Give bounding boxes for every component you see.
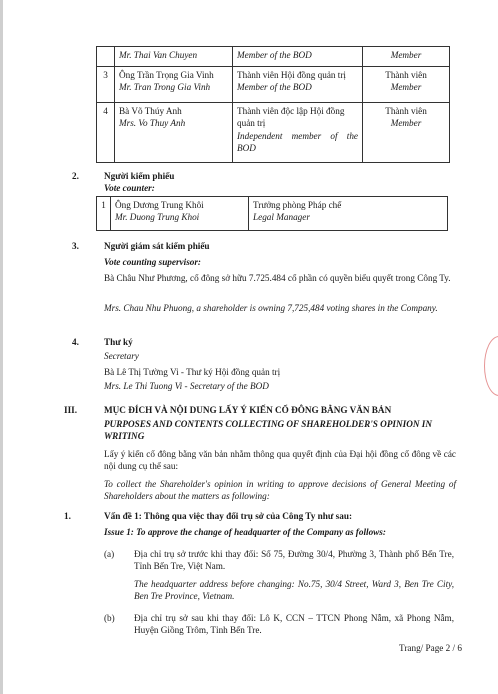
row-number: 3 [97,67,115,103]
section-heading: Thư ký [104,337,133,347]
row-number: 4 [97,103,115,163]
counter-role: Trưởng phòng Pháp chế Legal Manager [249,197,448,231]
section-heading-en: Secretary [104,351,139,361]
red-seal-stamp [484,336,498,396]
section-text-en: Mrs. Chau Nhu Phuong, a shareholder is owning 7,725,484 voting shares in the Company. [104,303,438,313]
member-title: Thành viên Member [363,67,450,103]
row-number [97,47,115,67]
table-row [97,47,450,67]
member-name: Mr. Thai Van Chuyen [115,47,233,67]
table-row [97,197,448,231]
section-heading-en: Vote counting supervisor: [104,257,201,267]
item-text: Địa chỉ trụ sở trước khi thay đổi: Số 75, Đường 30/4, Phường 3, Thành phố Bến Tre, Tỉnh Bến Tre, Việt Nam. [134,549,454,572]
section-heading: Người giám sát kiểm phiếu [104,241,210,251]
section-text-en: To collect the Shareholder's opinion in writing to approve decisions of General Meeting of Shareholders about the matters as following: [104,479,456,502]
issue-heading: Vấn đề 1: Thông qua việc thay đổi trụ sở của Công Ty như sau: [104,511,352,521]
table-row [97,103,450,163]
item-text: Địa chỉ trụ sở sau khi thay đổi: Lô K, CCN – TTCN Phong Nẫm, xã Phong Nẫm, Huyện Giồng Trôm, Tỉnh Bến Tre. [134,613,454,636]
section-number: 1. [64,511,71,521]
member-title: Thành viên Member [363,103,450,163]
section-number: III. [64,405,78,415]
member-role: Thành viên Hội đồng quản trị Member of the BOD [233,67,363,103]
member-name: Ông Trần Trọng Gia Vinh Mr. Tran Trong Gia Vinh [115,67,233,103]
table-row [97,67,450,103]
section-number: 4. [72,337,79,347]
member-role: Thành viên độc lập Hội đồng quản trị Independent member of the BOD [233,103,363,163]
section-heading: Người kiểm phiếu [104,171,175,181]
issue-heading-en: Issue 1: To approve the change of headquarter of the Company as follows: [104,527,386,537]
section-number: 2. [72,171,79,181]
section-number: 3. [72,241,79,251]
counter-name: Ông Dương Trung Khôi Mr. Duong Trung Khoi [111,197,249,231]
row-number: 1 [97,197,111,231]
section-heading-en: Vote counter: [104,183,155,193]
page-footer: Trang/ Page 2 / 6 [399,643,462,653]
item-label: (b) [104,613,115,623]
section-text: Lấy ý kiến cổ đông bằng văn bản nhằm thông qua quyết định của Đại hội đồng cổ đông về các nội dung cụ thể sau: [104,449,456,472]
page-edge-shadow [0,0,3,694]
item-text-en: The headquarter address before changing: No.75, 30/4 Street, Ward 3, Ben Tre City, Ben Tre Province, Vietnam. [134,579,454,602]
section-text: Bà Lê Thị Tường Vi - Thư ký Hội đồng quản trị [104,367,281,377]
section-heading: MỤC ĐÍCH VÀ NỘI DUNG LẤY Ý KIẾN CỔ ĐÔNG BẰNG VĂN BẢN [104,405,392,415]
section-heading-en: PURPOSES AND CONTENTS COLLECTING OF SHAREHOLDER'S OPINION IN WRITING [104,419,432,442]
member-name: Bà Võ Thúy Anh Mrs. Vo Thuy Anh [115,103,233,163]
bod-members-table [96,46,450,163]
vote-counter-table [96,196,448,231]
member-role: Member of the BOD [233,47,363,67]
member-title: Member [363,47,450,67]
section-text: Bà Châu Như Phương, cổ đông sở hữu 7.725.484 cổ phần có quyền biểu quyết trong Công Ty. [104,273,451,283]
section-text-en: Mrs. Le Thi Tuong Vi - Secretary of the BOD [104,381,269,391]
item-label: (a) [104,549,115,559]
